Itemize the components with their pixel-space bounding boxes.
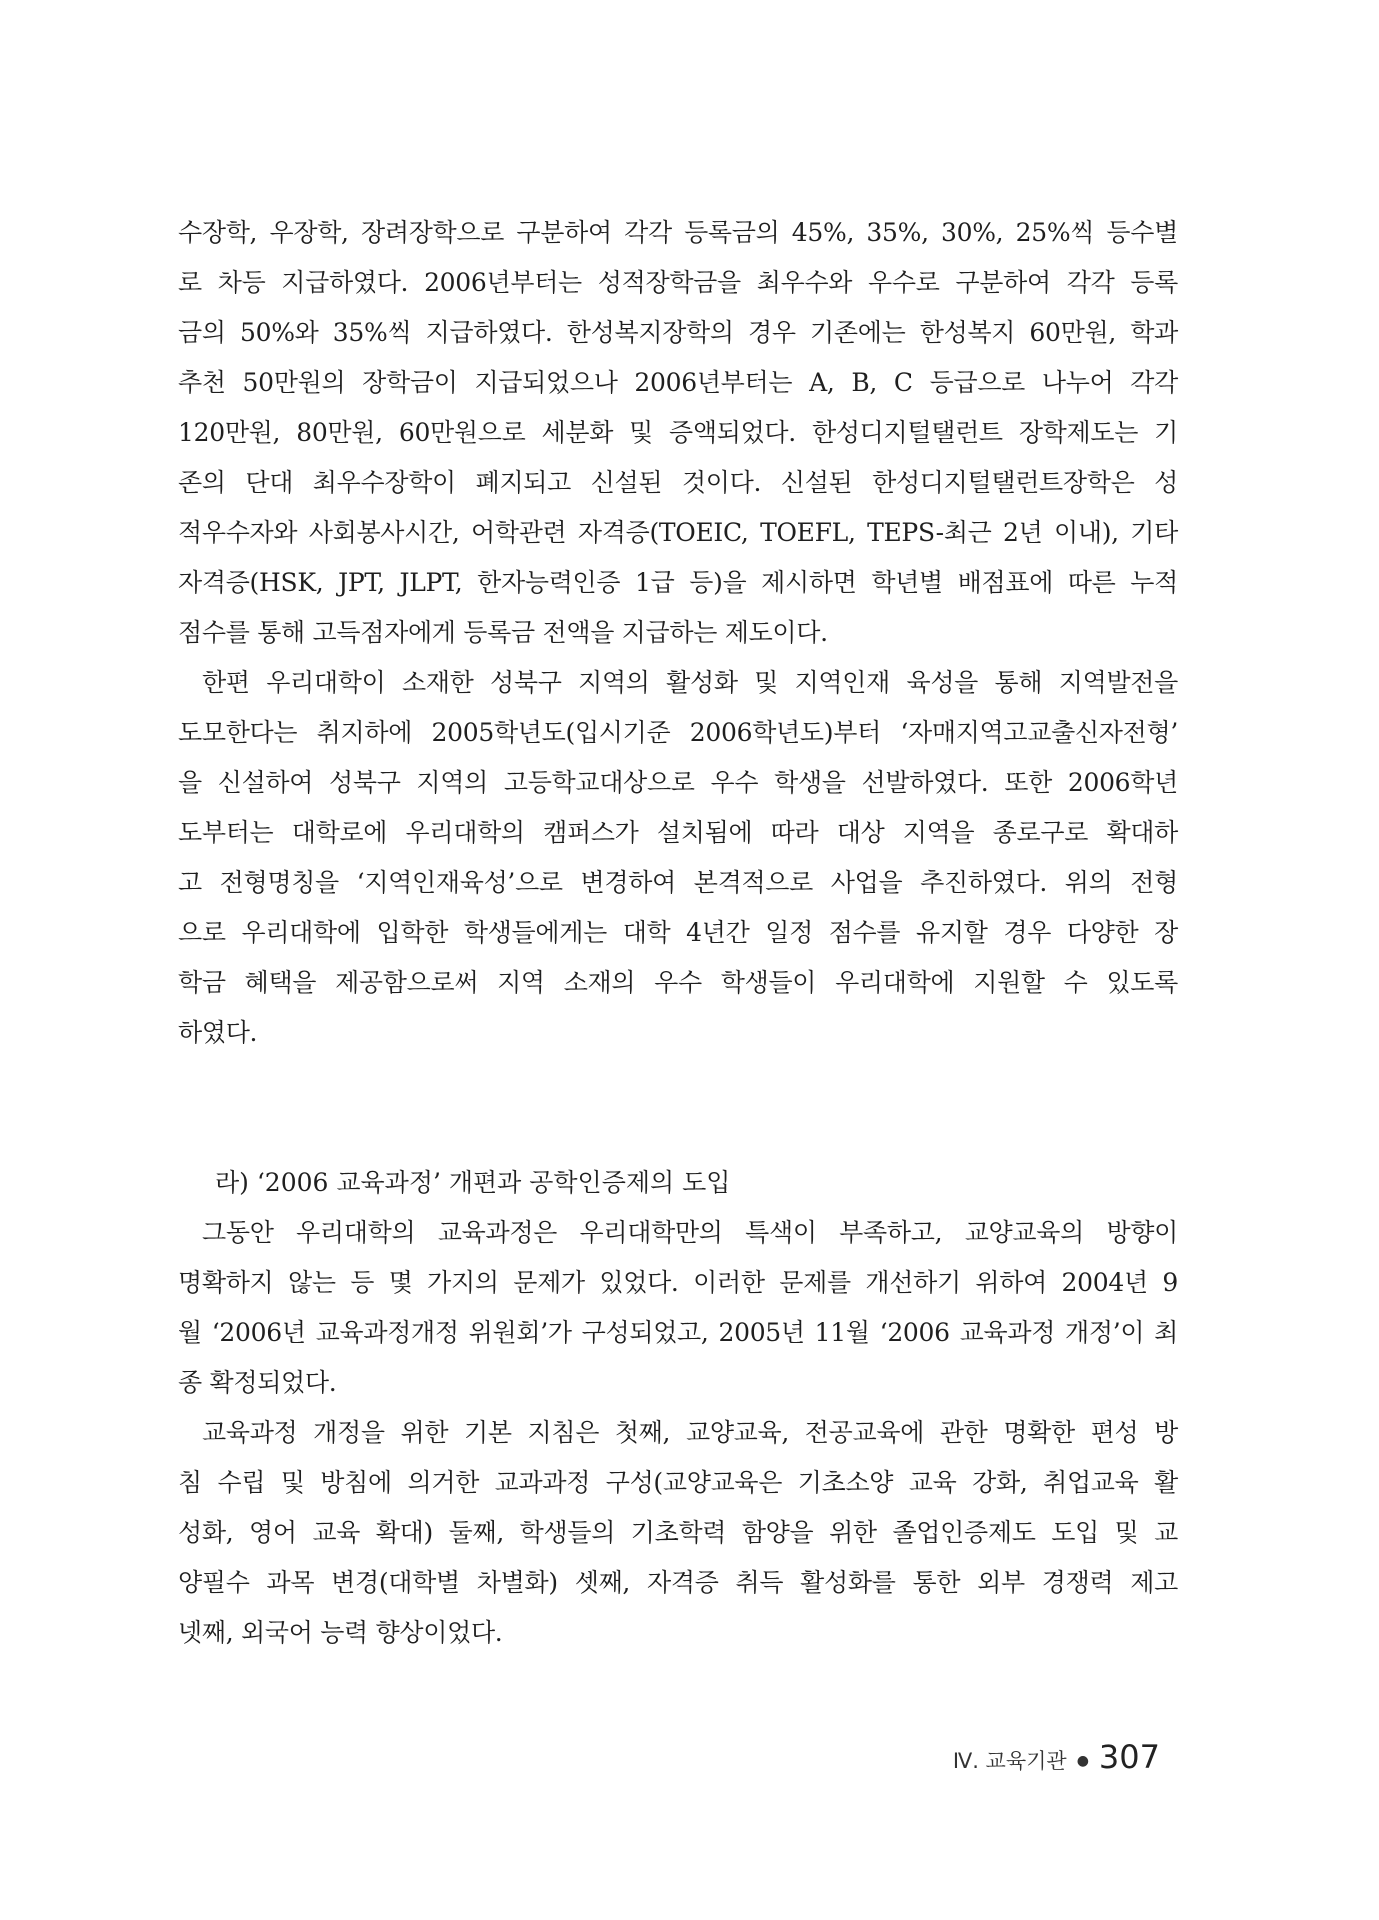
text-line: 침 수립 및 방침에 의거한 교과과정 구성(교양교육은 기초소양 교육 강화, 취업교육 활 [178,1468,1178,1497]
text-line: 도부터는 대학로에 우리대학의 캠퍼스가 설치됨에 따라 대상 지역을 종로구로 확대하 [178,818,1178,847]
text-line: 넷째, 외국어 능력 향상이었다. [178,1618,503,1647]
text-line: 수장학, 우장학, 장려장학으로 구분하여 각각 등록금의 45%, 35%, 30%, 25%씩 등수별 [178,218,1178,247]
text-line: 추천 50만원의 장학금이 지급되었으나 2006년부터는 A, B, C 등급으로 나누어 각각 [178,368,1178,397]
text-line: 고 전형명칭을 ‘지역인재육성’으로 변경하여 본격적으로 사업을 추진하였다. 위의 전형 [178,868,1178,897]
page-footer [953,1738,1160,1776]
text-line: 그동안 우리대학의 교육과정은 우리대학만의 특색이 부족하고, 교양교육의 방향이 [202,1218,1178,1247]
text-line: 성화, 영어 교육 확대) 둘째, 학생들의 기초학력 함양을 위한 졸업인증제도 도입 및 교 [178,1518,1178,1547]
page-number: 307 [1098,1738,1160,1776]
chapter-label: Ⅳ. 교육기관 [952,1749,1067,1773]
text-line: 을 신설하여 성북구 지역의 고등학교대상으로 우수 학생을 선발하였다. 또한 2006학년 [178,768,1178,797]
text-line: 적우수자와 사회봉사시간, 어학관련 자격증(TOEIC, TOEFL, TEPS-최근 2년 이내), 기타 [178,518,1178,547]
text-line: 자격증(HSK, JPT, JLPT, 한자능력인증 1급 등)을 제시하면 학년별 배점표에 따른 누적 [178,568,1178,597]
text-line: 학금 혜택을 제공함으로써 지역 소재의 우수 학생들이 우리대학에 지원할 수 있도록 [178,968,1178,997]
text-line: 양필수 과목 변경(대학별 차별화) 셋째, 자격증 취득 활성화를 통한 외부 경쟁력 제고 [178,1568,1178,1597]
text-line: 으로 우리대학에 입학한 학생들에게는 대학 4년간 일정 점수를 유지할 경우 다양한 장 [178,918,1178,947]
text-line: 로 차등 지급하였다. 2006년부터는 성적장학금을 최우수와 우수로 구분하여 각각 등록 [178,268,1178,297]
text-line: 120만원, 80만원, 60만원으로 세분화 및 증액되었다. 한성디지털탤런트 장학제도는 기 [178,418,1178,447]
text-line: 금의 50%와 35%씩 지급하였다. 한성복지장학의 경우 기존에는 한성복지 60만원, 학과 [178,318,1178,347]
text-line: 명확하지 않는 등 몇 가지의 문제가 있었다. 이러한 문제를 개선하기 위하여 2004년 9 [178,1268,1178,1297]
body-paragraphs-curriculum [178,1208,1178,1658]
text-line: 한편 우리대학이 소재한 성북구 지역의 활성화 및 지역인재 육성을 통해 지역발전을 [202,668,1178,697]
section-heading: 라) ‘2006 교육과정’ 개편과 공학인증제의 도입 [215,1168,731,1197]
text-line: 점수를 통해 고득점자에게 등록금 전액을 지급하는 제도이다. [178,618,828,647]
text-line: 도모한다는 취지하에 2005학년도(입시기준 2006학년도)부터 ‘자매지역고교출신자전형’ [178,718,1178,747]
text-line: 존의 단대 최우수장학이 폐지되고 신설된 것이다. 신설된 한성디지털탤런트장학은 성 [178,468,1178,497]
text-line: 하였다. [178,1018,258,1047]
body-paragraphs-scholarship [178,208,1178,1058]
text-line: 교육과정 개정을 위한 기본 지침은 첫째, 교양교육, 전공교육에 관한 명확한 편성 방 [202,1418,1178,1447]
bullet-separator: ● [1076,1753,1089,1769]
text-line: 종 확정되었다. [178,1368,337,1397]
text-line: 월 ‘2006년 교육과정개정 위원회’가 구성되었고, 2005년 11월 ‘2006 교육과정 개정’이 최 [178,1318,1178,1347]
